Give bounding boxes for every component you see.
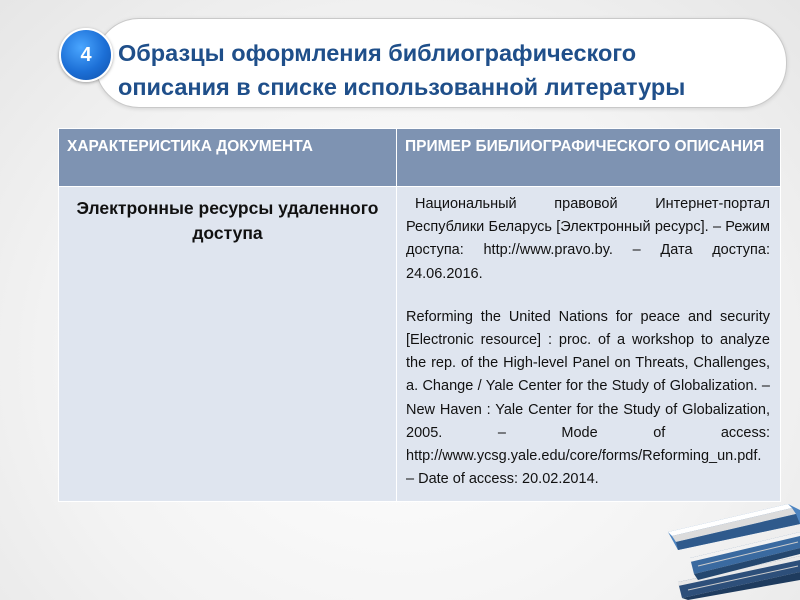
cell-characteristic: Электронные ресурсы удаленного доступа [59, 187, 397, 502]
slide-number-badge: 4 [59, 28, 113, 82]
slide-title-line-2: описания в списке использованной литературы [118, 74, 686, 100]
table-header-row [59, 129, 781, 187]
bibliography-table [58, 128, 781, 502]
books-stack-icon [648, 486, 800, 600]
table-row [59, 187, 781, 502]
slide-title [118, 36, 778, 104]
cell-examples [397, 187, 781, 502]
example-entry-yale: Reforming the United Nations for peace and security [Electronic resource] : proc. of a workshop to analyze the rep. of the High-level Panel on Threats, Challenges, a. Change / Yale Center for the Study of Globalization. – New Haven : Yale Center for the Study of Globalization, 2005. – Mode of access: http://www.ycsg.yale.edu/core/forms/Reforming_un.pdf. – Date of access: 20.02.2014. [406, 308, 770, 488]
slide-title-line-1: Образцы оформления библиографического [118, 40, 637, 66]
example-entry-pravo: Национальный правовой Интернет-портал Республики Беларусь [Электронный ресурс]. – Режим доступа: http://www.pravo.by. – Дата доступа: 24.06.2016. [406, 196, 770, 282]
header-document-characteristic: ХАРАКТЕРИСТИКА ДОКУМЕНТА [59, 129, 397, 187]
header-bibliographic-example: ПРИМЕР БИБЛИОГРАФИЧЕСКОГО ОПИСАНИЯ [397, 129, 781, 187]
